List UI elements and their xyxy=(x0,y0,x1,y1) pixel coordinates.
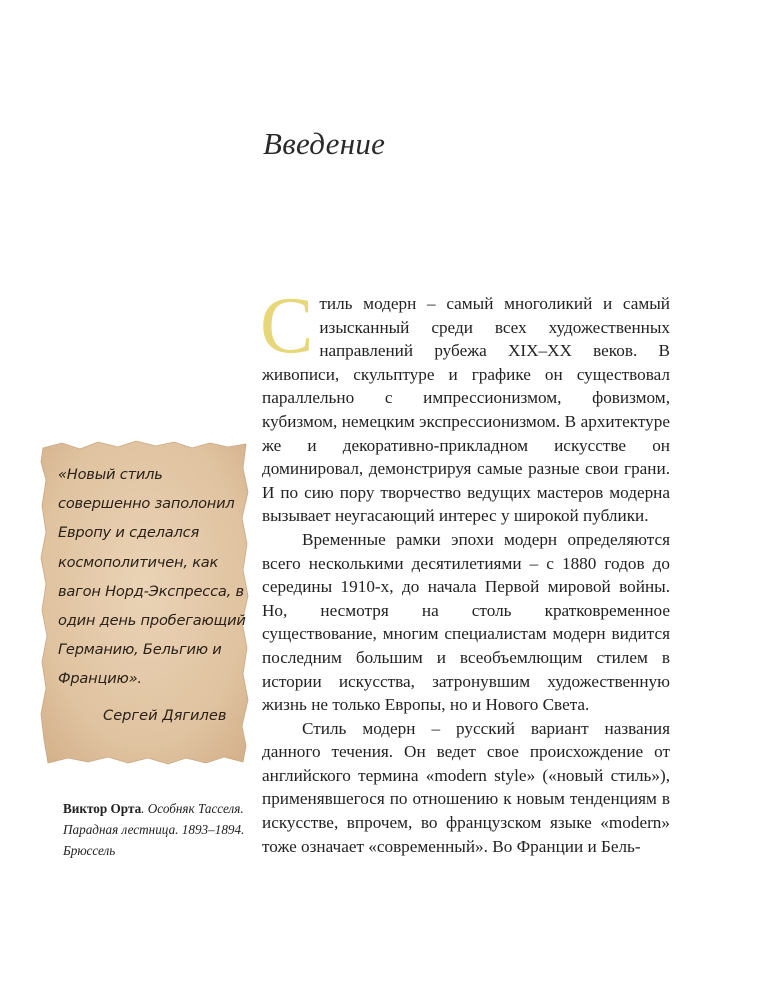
drop-cap: С xyxy=(260,282,314,370)
paragraph-1 xyxy=(260,282,670,528)
paragraph-1-text: тиль модерн – самый многоликий и самый изысканный среди всех художественных направлений рубежа XIX–XX веков. В живописи, скульптуре и графике он существовал параллельно с импрессионизмом, фовизмом, кубизмом, немецким экспрессионизмом. В архитектуре же и декоративно-прикладном искусстве он доминировал, демонстрируя самые разные свои грани. И по сию пору творчество ведущих мастеров модерна вызывает неугасающий интерес у широкой публики. xyxy=(262,294,670,526)
page-title: Введение xyxy=(263,126,386,161)
body-text xyxy=(260,282,670,858)
caption-author: Виктор Орта xyxy=(63,801,142,816)
quote-author: Сергей Дягилев xyxy=(103,707,227,724)
paragraph-3: Стиль модерн – русский вариант названия данного течения. Он ведет свое происхождение от английского термина «modern style» («новый стиль»), применявшегося по отношению к новым тенденциям в искусстве, впрочем, во французском языке «modern» тоже означает «современный». Во Франции и Бель- xyxy=(262,718,670,856)
paragraph-2: Временные рамки эпохи модерн определяются всего несколькими десятилетиями – с 1880 годов до середины 1910-х, до начала Первой мировой войны. Но, несмотря на столь кратковременное существование, многим специалистам модерн видится последним большим и всеобъемлющим стилем в истории искусства, затронувшим художественную жизнь не только Европы, но и Нового Света. xyxy=(262,529,670,715)
quote-text: «Новый стиль совершенно заполонил Европу и сделался космополитичен, как вагон Норд-Экспресса, в один день пробегающий Германию, Бельгию и Францию». xyxy=(58,466,246,688)
caption-description: . Особняк Тасселя. Парадная лестница. 1893–1894. Брюссель xyxy=(63,801,245,858)
image-caption xyxy=(63,798,253,861)
